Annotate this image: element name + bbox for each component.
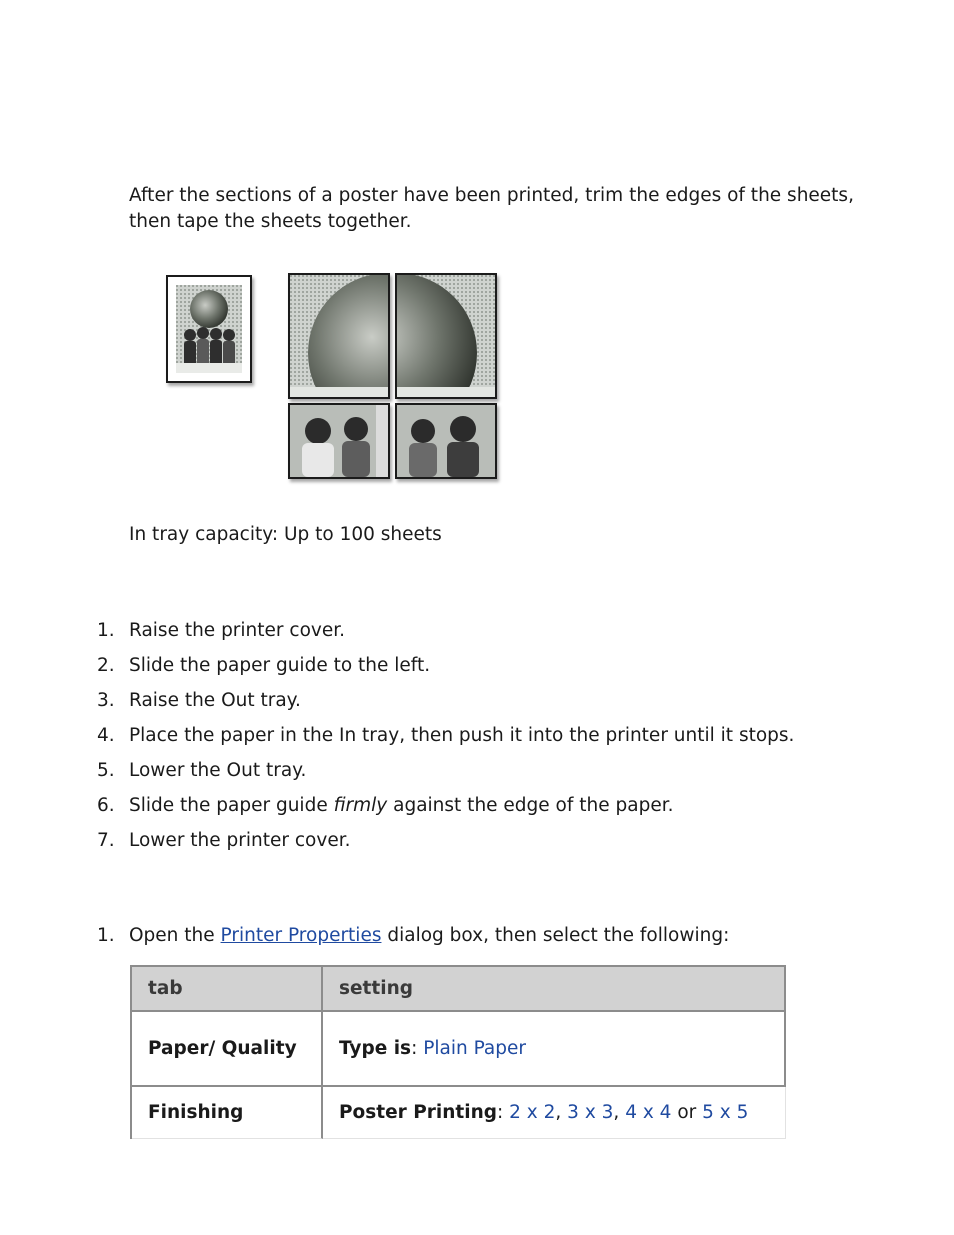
poster-tile-top-right [395, 273, 497, 399]
settings-table [130, 965, 786, 1139]
setting-value: 5 x 5 [702, 1102, 749, 1123]
in-tray-capacity: In tray capacity: Up to 100 sheets [129, 524, 442, 545]
column-header-setting: setting [323, 967, 786, 1012]
poster-tiles-illustration [166, 273, 501, 481]
poster-preview-image [166, 275, 252, 383]
tab-cell: Finishing [132, 1087, 323, 1139]
intro-paragraph: After the sections of a poster have been printed, trim the edges of the sheets, then tape the sheets together. [129, 185, 854, 232]
printer-properties-link[interactable]: Printer Properties [220, 925, 382, 946]
poster-tile-bottom-left [288, 403, 390, 479]
setting-value: 2 x 2 [509, 1102, 556, 1123]
poster-tile-bottom-right [395, 403, 497, 479]
setting-value: Plain Paper [423, 1038, 526, 1059]
setting-cell: Poster Printing: 2 x 2, 3 x 3, 4 x 4 or 5 x 5 [323, 1087, 786, 1139]
column-header-tab: tab [132, 967, 323, 1012]
setting-value: 4 x 4 [625, 1102, 672, 1123]
poster-tile-top-left [288, 273, 390, 399]
tab-cell: Paper/ Quality [132, 1012, 323, 1087]
setting-value: 3 x 3 [567, 1102, 614, 1123]
emphasis-text: firmly [333, 795, 388, 816]
table-row [132, 1087, 786, 1139]
table-row [132, 1012, 786, 1087]
setting-cell: Type is: Plain Paper [323, 1012, 786, 1087]
